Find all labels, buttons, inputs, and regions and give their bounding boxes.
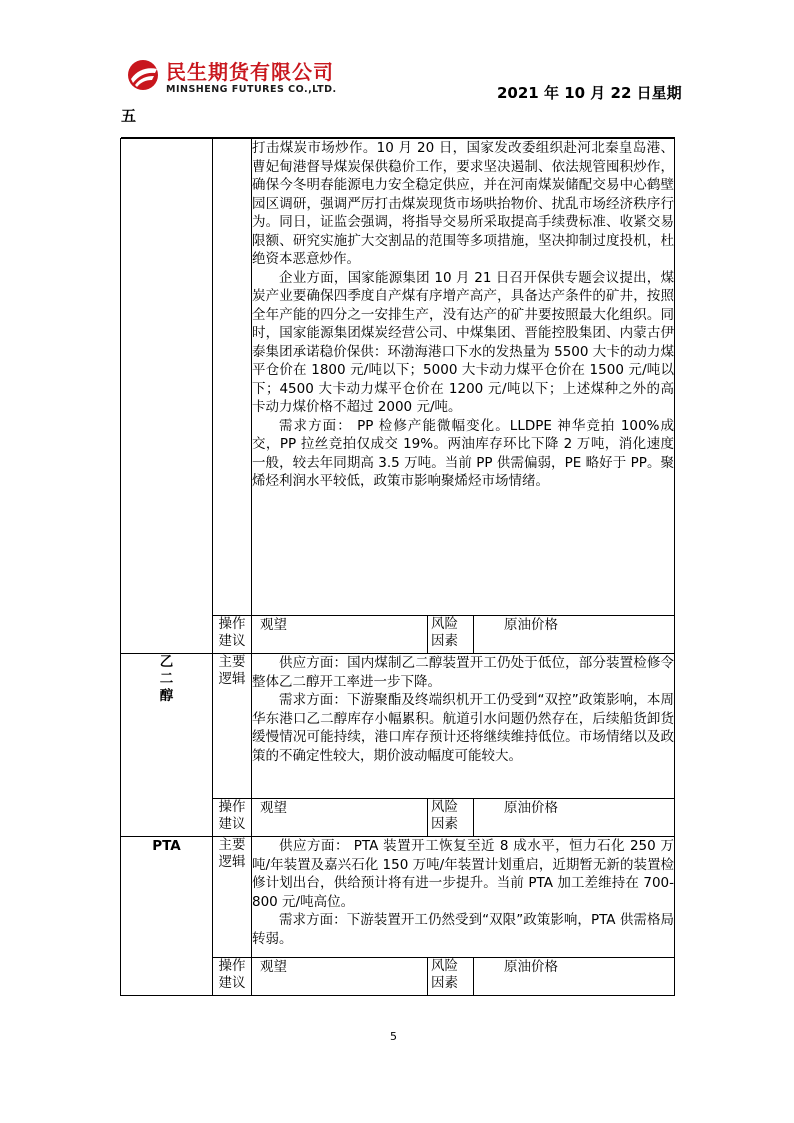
category-cell: PTA: [121, 837, 213, 996]
logic-paragraph: 企业方面，国家能源集团 10 月 21 日召开保供专题会议提出，煤炭产业要确保四季度自产煤有序增产高产，具备达产条件的矿井，按照全年产能的四分之一安排生产，没有达产的矿井要按照最大化组织。同时，国家能源集团煤炭经营公司、中煤集团、晋能控股集团、内蒙古伊泰集团承诺稳价保供：环渤海港口下水的发热量为 5500 大卡的动力煤平仓价在 1800 元/吨以下；5000 大卡动力煤平仓价在 1500 元/吨以下；4500 大卡动力煤平仓价在 1200 元/吨以下；上述煤种之外的高卡动力煤价格不超过 2000 元/吨。: [252, 269, 674, 415]
risk-factor-value: 原油价格: [504, 617, 558, 633]
op-suggest-label: 操作建议: [213, 616, 252, 654]
page-number: 5: [390, 1030, 397, 1043]
operation-cell: [252, 958, 675, 996]
logic-paragraph: 需求方面： PP 检修产能微幅变化。LLDPE 神华竞拍 100%成交，PP 拉丝竞拍仅成交 19%。两油库存环比下降 2 万吨，消化速度一般，较去年同期高 3.5 万吨。当前 PP 供需偏弱，PE 略好于 PP。聚烯烃利润水平较低，政策市影响聚烯烃市场情绪。: [252, 417, 674, 489]
company-name-en: MINSHENG FUTURES CO.,LTD.: [166, 84, 337, 95]
category-cell: [121, 139, 213, 654]
op-suggest-value: 观望: [252, 799, 428, 836]
section-row-pta: [121, 837, 675, 958]
logic-paragraph: 需求方面：下游聚酯及终端织机开工仍受到“双控”政策影响，本周华东港口乙二醇库存小幅累积。航道引水问题仍然存在，后续船货卸货缓慢情况可能持续，港口库存预计还将继续维持低位。市场情绪以及政策的不确定性较大，期价波动幅度可能较大。: [252, 692, 674, 764]
main-logic-label: 主要逻辑: [213, 654, 252, 799]
company-name-cn: 民生期货有限公司: [166, 60, 334, 84]
company-logo: [126, 56, 366, 100]
report-date: 2021 年 10 月 22 日星期: [497, 84, 682, 102]
operation-cell: [252, 799, 675, 837]
category-cell: 乙二醇: [121, 654, 213, 837]
op-suggest-label: 操作建议: [213, 958, 252, 996]
risk-factor-value: 原油价格: [504, 800, 558, 816]
logic-content: [252, 139, 675, 616]
op-suggest-label: 操作建议: [213, 799, 252, 837]
strategy-table: [120, 138, 675, 996]
logic-paragraph: 打击煤炭市场炒作。10 月 20 日，国家发改委组织赴河北秦皇岛港、曹妃甸港督导煤炭保供稳价工作，要求坚决遏制、依法规管囤积炒作，确保今冬明春能源电力安全稳定供应，并在河南煤炭储配交易中心鹤壁园区调研，强调严厉打击煤炭现货市场哄抬物价、扰乱市场经济秩序行为。同日，证监会强调，将指导交易所采取提高手续费标准、收紧交易限额、研究实施扩大交割品的范围等多项措施，坚决抑制过度投机，杜绝资本恶意炒作。: [252, 140, 674, 267]
logic-content: [252, 837, 675, 958]
logic-label-cell: [213, 139, 252, 616]
main-logic-label: 主要逻辑: [213, 837, 252, 958]
op-suggest-value: 观望: [252, 616, 428, 653]
risk-factor-label: 风险因素: [428, 799, 474, 836]
operation-cell: [252, 616, 675, 654]
logic-paragraph: 供应方面： PTA 装置开工恢复至近 8 成水平，恒力石化 250 万吨/年装置及嘉兴石化 150 万吨/年装置计划重启，近期暂无新的装置检修计划出台，供给预计将有进一步提升。当前 PTA 加工差维持在 700-800 元/吨高位。: [252, 838, 674, 910]
section-row-meg: [121, 654, 675, 799]
risk-factor-label: 风险因素: [428, 958, 474, 995]
logic-paragraph: 供应方面：国内煤制乙二醇装置开工仍处于低位，部分装置检修令整体乙二醇开工率进一步下降。: [252, 655, 674, 690]
risk-factor-value: 原油价格: [504, 959, 558, 975]
logic-content: [252, 654, 675, 799]
section-row-continued: [121, 139, 675, 616]
risk-factor-label: 风险因素: [428, 616, 474, 653]
op-suggest-value: 观望: [252, 958, 428, 995]
logic-paragraph: 需求方面：下游装置开工仍然受到“双限”政策影响，PTA 供需格局转弱。: [252, 912, 674, 947]
minsheng-logo-icon: [126, 58, 160, 92]
report-date-weekday: 五: [121, 107, 137, 125]
